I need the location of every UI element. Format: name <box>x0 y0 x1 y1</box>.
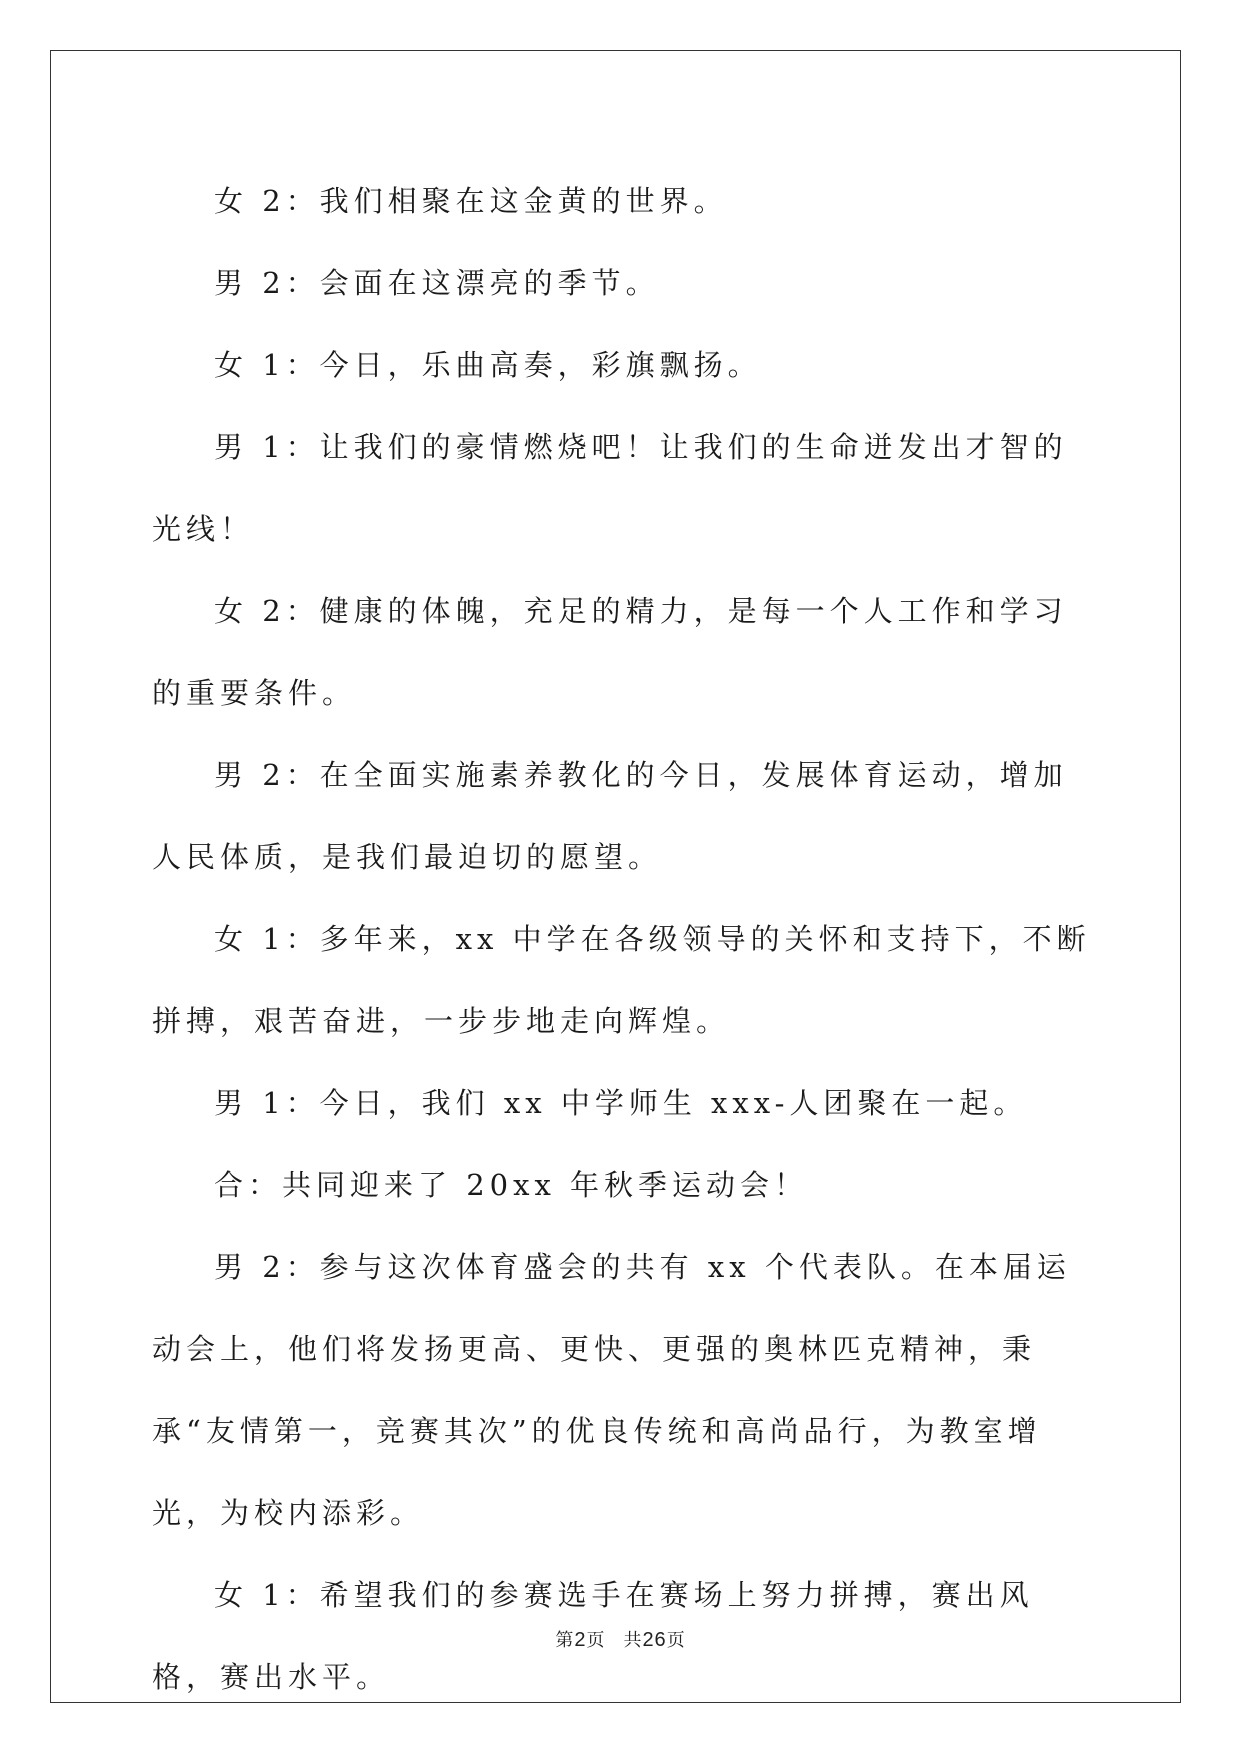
paragraph: 女 1：多年来，xx 中学在各级领导的关怀和支持下，不断拼搏，艰苦奋进，一步步地走向辉煌。 <box>152 922 1091 1038</box>
paragraph: 女 1：希望我们的参赛选手在赛场上努力拼搏，赛出风格，赛出水平。 <box>152 1578 1034 1694</box>
paragraph: 合：共同迎来了 20xx 年秋季运动会！ <box>214 1168 809 1202</box>
total-suffix: 页 <box>666 1630 686 1651</box>
paragraph: 男 2：在全面实施素养教化的今日，发展体育运动，增加人民体质，是我们最迫切的愿望。 <box>152 758 1068 874</box>
paragraph: 男 1：让我们的豪情燃烧吧！让我们的生命迸发出才智的光线！ <box>152 430 1068 546</box>
page-number: 2 <box>574 1629 587 1651</box>
paragraph: 男 2：会面在这漂亮的季节。 <box>214 266 660 300</box>
page-footer <box>0 1626 1241 1652</box>
paragraph: 男 1：今日，我们 xx 中学师生 xxx-人团聚在一起。 <box>214 1086 1028 1120</box>
document-body <box>152 160 1092 1718</box>
paragraph: 女 2：我们相聚在这金黄的世界。 <box>214 184 728 218</box>
paragraph: 女 2：健康的体魄，充足的精力，是每一个人工作和学习的重要条件。 <box>152 594 1068 710</box>
page-suffix: 页 <box>586 1630 606 1651</box>
paragraph: 男 2：参与这次体育盛会的共有 xx 个代表队。在本届运动会上，他们将发扬更高、更快、更强的奥林匹克精神，秉承“友情第一，竞赛其次”的优良传统和高尚品行，为教室增光，为校内添彩。 <box>152 1250 1071 1530</box>
paragraph: 女 1：今日，乐曲高奏，彩旗飘扬。 <box>214 348 762 382</box>
total-prefix: 共 <box>623 1630 643 1651</box>
page-prefix: 第 <box>555 1630 575 1651</box>
total-pages: 26 <box>642 1629 667 1651</box>
